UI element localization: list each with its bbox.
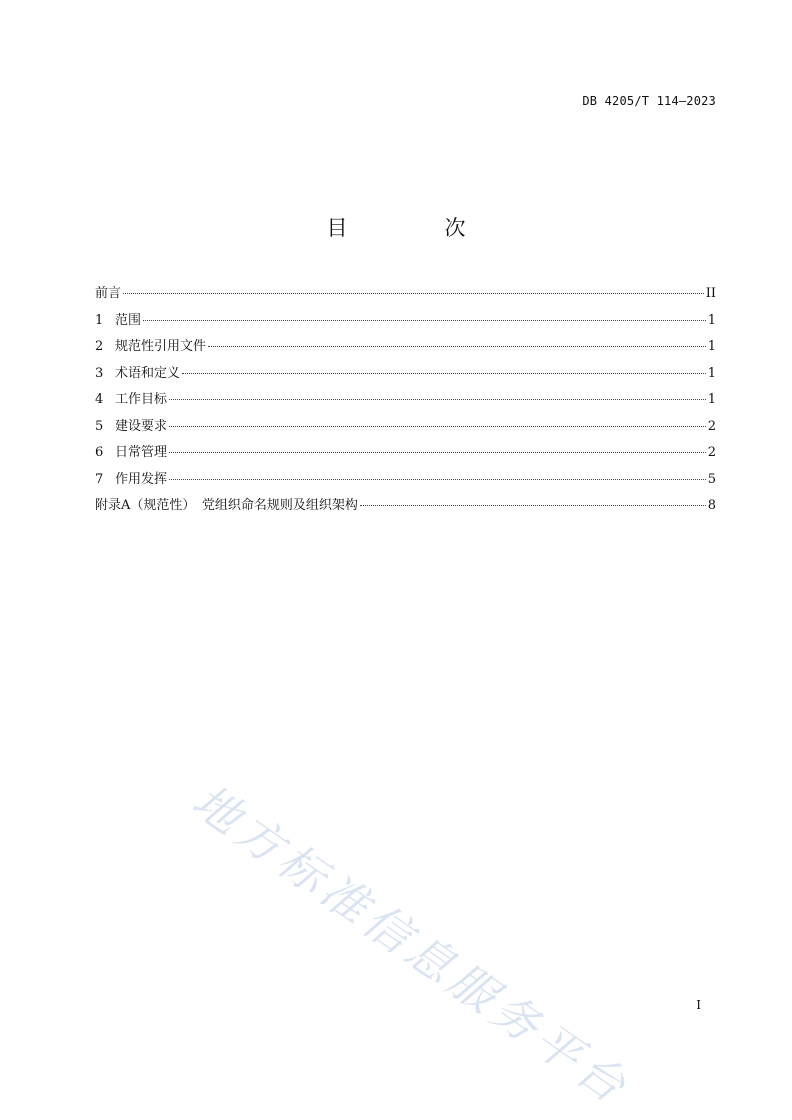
toc-title: 目 次 [326, 216, 504, 240]
toc-page: 2 [707, 445, 716, 460]
toc-entry-requirements[interactable] [95, 417, 716, 444]
toc-number: 2 [95, 339, 104, 354]
toc-leader-dots [169, 399, 706, 400]
toc-page: II [705, 286, 716, 301]
toc-label: 范围 [115, 312, 142, 328]
toc-entry-management[interactable] [95, 443, 716, 470]
toc-entry-function[interactable] [95, 470, 716, 497]
toc-leader-dots [169, 452, 706, 453]
toc-leader-dots [123, 293, 704, 294]
toc-entry-terms[interactable] [95, 364, 716, 391]
toc-leader-dots [169, 479, 706, 480]
watermark: 地方标准信息服务平台 [182, 773, 640, 1116]
toc-page: 1 [707, 365, 716, 381]
toc-leader-dots [182, 373, 706, 374]
toc-label: 作用发挥 [115, 471, 168, 487]
toc-label: 附录A（规范性） 党组织命名规则及组织架构 [95, 498, 358, 513]
toc-label: 前言 [95, 286, 122, 301]
toc-entry-normative-references[interactable] [95, 337, 716, 364]
page-number: I [696, 998, 701, 1012]
toc-number: 5 [95, 418, 104, 434]
toc-entry-foreword[interactable] [95, 284, 716, 311]
toc-entry-goals[interactable] [95, 390, 716, 417]
toc-page: 1 [707, 312, 716, 328]
toc-leader-dots [208, 346, 706, 347]
toc-page: 1 [707, 339, 716, 354]
toc-page: 2 [707, 418, 716, 434]
toc-page: 1 [707, 392, 716, 407]
toc-label: 建设要求 [115, 418, 168, 434]
toc-entry-scope[interactable] [95, 311, 716, 338]
toc-number: 3 [95, 365, 104, 381]
toc-label: 术语和定义 [115, 365, 181, 381]
toc-leader-dots [360, 505, 706, 506]
toc-number: 1 [95, 312, 104, 328]
toc-label: 规范性引用文件 [115, 339, 207, 354]
toc-page: 5 [707, 471, 716, 487]
toc-entry-appendix-a[interactable] [95, 496, 716, 523]
table-of-contents [95, 284, 716, 523]
toc-page: 8 [707, 498, 716, 513]
toc-leader-dots [169, 426, 706, 427]
toc-label: 日常管理 [115, 445, 168, 460]
document-code: DB 4205/T 114—2023 [582, 94, 716, 108]
toc-number: 6 [95, 445, 104, 460]
toc-leader-dots [143, 320, 706, 321]
toc-label: 工作目标 [115, 392, 168, 407]
toc-number: 7 [95, 471, 104, 487]
toc-number: 4 [95, 392, 104, 407]
